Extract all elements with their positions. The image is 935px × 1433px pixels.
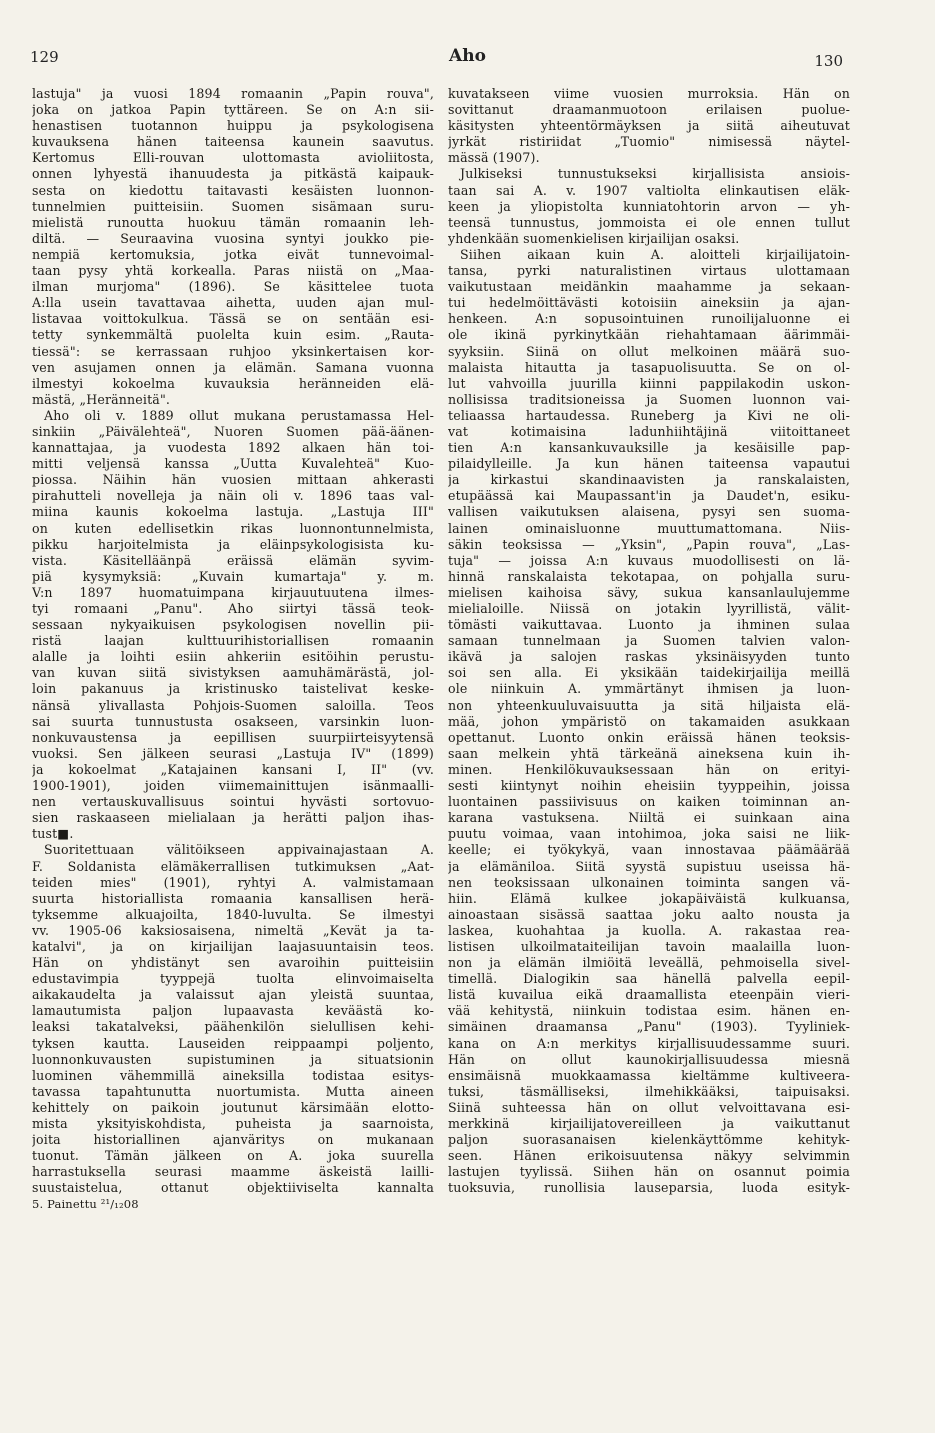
text-line: harrastuksella seurasi maamme äskeistä lailli-	[32, 1164, 434, 1180]
text-line: sinkiin „Päivälehteä", Nuoren Suomen pää-äänen-	[32, 423, 434, 439]
text-line: tuonut. Tämän jälkeen on A. joka suurella	[32, 1148, 434, 1164]
text-line: Hän on ollut kaunokirjallisuudessa miesnä	[448, 1051, 850, 1067]
text-line: luominen vähemmillä aineksilla todistaa esitys-	[32, 1067, 434, 1083]
text-line: mista yksityiskohdista, puheista ja saarnoista,	[32, 1116, 434, 1131]
text-line: säkin teoksissa — „Yksin", „Papin rouva", „Las-	[448, 536, 850, 552]
text-line: luontainen passiivisuus on kaiken toiminnan an-	[448, 794, 850, 810]
text-line: vv. 1905-06 kaksiosaisena, nimeltä „Kevät ja ta-	[32, 922, 434, 938]
text-line: malaista hitautta ja tasapuolisuutta. Se on ol-	[448, 359, 850, 375]
text-line: tust■.	[32, 826, 74, 842]
text-line: keen ja yliopistolta kunniatohtorin arvon — yh-	[448, 198, 850, 214]
text-line: F. Soldanista elämäkerrallisen tutkimuksen „Aat-	[32, 858, 434, 874]
text-line: listä kuvailua eikä draamallista eteenpäin vieri-	[448, 987, 850, 1003]
text-line: loin pakanuus ja kristinusko taistelivat keske-	[32, 681, 434, 697]
text-line: nonkuvaustensa ja eepillisen suurpiirteisyytensä	[32, 729, 434, 745]
text-line: vat kotimaisina ladunhiihtäjinä viitoittaneet	[448, 423, 850, 439]
text-line: ensimäisnä muokkaamassa kieltämme kultiveera-	[448, 1067, 850, 1083]
text-line: piossa. Näihin hän vuosien mittaan ahkerasti	[32, 472, 434, 488]
left-text-column	[32, 86, 434, 1213]
text-line: yhdenkään suomenkielisen kirjailijan osaksi.	[448, 230, 740, 246]
text-line: mää, johon ympäristö on takamaiden asukkaan	[448, 713, 850, 729]
text-line: suurta historiallista romaania kansallisen herä-	[32, 890, 434, 906]
text-line: tyksen kautta. Lauseiden reippaampi poljento,	[32, 1035, 434, 1051]
text-line: ven asujamen onnen ja elämän. Samana vuonna	[32, 359, 434, 375]
text-line: sai suurta tunnustusta osakseen, varsinkin luon-	[32, 713, 434, 729]
text-line: samaan tunnelmaan ja Suomen talvien valon-	[448, 633, 850, 649]
text-line: syyksiin. Siinä on ollut melkoinen määrä suo-	[448, 343, 850, 359]
text-line: puutu voimaa, vaan intohimoa, joka saisi ne liik-	[448, 826, 850, 842]
text-line: onnen lyhyestä ihanuudesta ja pitkästä kaipauk-	[32, 166, 434, 182]
text-line: sovittanut draamanmuotoon erilaisen puolue-	[448, 102, 850, 118]
text-line: lut vahvoilla juurilla kiinni pappilakodin uskon-	[448, 375, 850, 391]
text-line: tyksemme alkuajoilta, 1840-luvulta. Se ilmestyi	[32, 906, 434, 922]
text-line: teensä tunnustus, jommoista ei ole ennen tullut	[448, 214, 850, 230]
text-line: joka on jatkoa Papin tyttäreen. Se on A:n sii-	[32, 102, 434, 118]
text-line: vallisen vaikutuksen alaisena, pysyi sen suoma-	[448, 504, 850, 520]
text-line: diltä. — Seuraavina vuosina syntyi joukko pie-	[32, 230, 434, 246]
text-line: tyi romaani „Panu". Aho siirtyi tässä teok-	[32, 601, 434, 616]
text-line: tetty synkemmältä puolelta kuin esim. „Rauta-	[32, 327, 434, 343]
text-line: tuja" — joissa A:n kuvaus muodollisesti on lä-	[448, 552, 850, 568]
text-line: nempiä kertomuksia, jotka eivät tunnevoimal-	[32, 246, 434, 262]
text-line: Hän on yhdistänyt sen avaroihin puitteisiin	[32, 955, 434, 971]
text-line: vää kehitystä, niinkuin todistaa esim. hänen en-	[448, 1003, 850, 1019]
text-line: Julkiseksi tunnustukseksi kirjallisista ansiois-	[460, 166, 850, 182]
text-line: joita historiallinen ajanväritys on mukanaan	[32, 1132, 434, 1148]
text-line: seen. Hänen erikoisuutensa näkyy selvimmin	[448, 1148, 850, 1164]
text-line: Siinä suhteessa hän on ollut velvoittavana esi-	[448, 1099, 850, 1115]
text-line: kuvatakseen viime vuosien murroksia. Hän on	[448, 86, 850, 101]
text-line: sesti kiintynyt noihin eheisiin tyyppeihin, joissa	[448, 778, 850, 794]
text-line: ikävä ja salojen raskas yksinäisyyden tunto	[448, 649, 850, 665]
text-line: lastuja" ja vuosi 1894 romaanin „Papin rouva",	[32, 86, 434, 101]
text-line: sesta on kiedottu taitavasti kesäisten luonnon-	[32, 182, 434, 198]
text-line: A:lla usein tavattavaa aihetta, uuden ajan mul-	[32, 295, 434, 311]
text-line: ja elämäniloa. Siitä syystä supistuu useissa hä-	[448, 858, 850, 874]
text-line: vuoksi. Sen jälkeen seurasi „Lastuja IV" (1899)	[32, 745, 434, 761]
text-line: laskea, kuohahtaa ja kuolla. A. rakastaa rea-	[448, 922, 850, 938]
text-line: mielialoille. Niissä on jotakin lyyrillistä, välit-	[448, 601, 850, 616]
text-line: vista. Käsitelläänpä eräissä elämän syvim-	[32, 552, 434, 568]
text-line: tavassa tapahtunutta nuortumista. Mutta aineen	[32, 1083, 434, 1099]
text-line: tansa, pyrki naturalistinen virtaus ulottamaan	[448, 263, 850, 279]
right-page-number: 130	[814, 52, 843, 70]
text-line: taan pysy yhtä korkealla. Paras niistä on „Maa-	[32, 263, 434, 279]
text-line: ilmestyi kokoelma kuvauksia heränneiden elä-	[32, 375, 434, 391]
text-line: tunnelmien puitteisiin. Suomen sisämaan suru-	[32, 198, 434, 214]
text-line: pirahutteli novelleja ja näin oli v. 1896 taas val-	[32, 488, 434, 504]
text-line: kuvauksena hänen taiteensa kaunein saavutus.	[32, 134, 434, 150]
text-line: etupäässä kai Maupassant'in ja Daudet'n, esiku-	[448, 488, 850, 504]
text-line: listisen ulkoilmataiteilijan tavoin maalailla luon-	[448, 938, 850, 954]
text-line: tuoksuvia, runollisia lauseparsia, luoda esityk-	[448, 1180, 850, 1196]
text-line: kannattajaa, ja vuodesta 1892 alkaen hän toi-	[32, 440, 434, 456]
text-line: sien raskaaseen mielialaan ja herätti paljon ihas-	[32, 810, 434, 826]
text-line: tiessä": se kerrassaan ruhjoo yksinkertaisen kor-	[32, 343, 434, 359]
text-line: ainoastaan sisässä saattaa joku aalto nousta ja	[448, 906, 850, 922]
text-line: aikakaudelta ja valaissut ajan yleistä suuntaa,	[32, 987, 434, 1003]
text-line: vaikutustaan meidänkin maahamme ja sekaan-	[448, 279, 850, 295]
text-line: mielisen kaihoisa sävy, sukua kansanlaulujemme	[448, 584, 850, 600]
text-line: teliaassa hartaudessa. Runeberg ja Kivi ne oli-	[448, 407, 850, 423]
text-line: mästä, „Heränneitä".	[32, 391, 171, 407]
text-line: ole niinkuin A. ymmärtänyt ihmisen ja luon-	[448, 681, 850, 697]
text-line: mitti veljensä kanssa „Uutta Kuvalehteä" Kuo-	[32, 456, 434, 472]
text-line: listavaa voittokulkua. Tässä se on sentään esi-	[32, 311, 434, 327]
text-line: lamautumista paljon lupaavasta keväästä ko-	[32, 1003, 434, 1019]
text-line: ole ikinä pyrkinytkään riehahtamaan äärimmäi-	[448, 327, 850, 343]
text-line: van kuvan siitä sivistyksen aamuhämärästä, jol-	[32, 665, 434, 681]
text-line: Aho oli v. 1889 ollut mukana perustamassa Hel-	[44, 407, 434, 423]
text-line: alalle ja loihti esiin ahkeriin esitöihin perustu-	[32, 649, 434, 665]
text-line: opettanut. Luonto onkin eräissä hänen teoksis-	[448, 729, 850, 745]
text-line: suustaistelua, ottanut objektiiviselta kannalta	[32, 1180, 434, 1196]
text-line: kehittely on paikoin joutunut kärsimään elotto-	[32, 1099, 434, 1115]
text-line: 1900-1901), joiden viimemainittujen isänmaalli-	[32, 778, 434, 794]
text-line: nollisissa traditsioneissa ja Suomen luonnon vai-	[448, 391, 850, 407]
text-line: hinnä ranskalaista tekotapaa, on pohjalla suru-	[448, 568, 850, 584]
text-line: on kuten edellisetkin rikas luonnontunnelmista,	[32, 520, 434, 536]
text-line: paljon suorasanaisen kielenkäyttömme kehityk-	[448, 1132, 850, 1148]
text-line: kana on A:n merkitys kirjallisuudessamme suuri.	[448, 1035, 850, 1051]
text-line: leaksi takatalveksi, päähenkilön sielullisen kehi-	[32, 1019, 434, 1035]
text-line: non yhteenkuuluvaisuutta ja sitä hiljaista elä-	[448, 697, 850, 713]
text-line: pikku harjoitelmista ja eläinpsykologisista ku-	[32, 536, 434, 552]
text-line: ja kirkastui skandinaavisten ja ranskalaisten,	[448, 472, 850, 488]
running-head-title: Aho	[449, 46, 486, 66]
text-line: jyrkät ristiriidat „Tuomio" nimisessä näytel-	[448, 134, 850, 150]
left-page-number: 129	[30, 48, 59, 66]
text-line: nen vertauskuvallisuus sointui hyvästi sortovuo-	[32, 794, 434, 810]
text-line: Siihen aikaan kuin A. aloitteli kirjailijatoin-	[460, 246, 850, 262]
text-line: lainen ominaisluonne muuttumattomana. Niis-	[448, 520, 850, 536]
text-line: edustavimpia tyyppejä tuolta elinvoimaiselta	[32, 971, 434, 987]
text-line: hiin. Elämä kulkee jokapäiväistä kulkuansa,	[448, 890, 850, 906]
text-line: V:n 1897 huomatuimpana kirjauutuutena ilmes-	[32, 584, 434, 600]
text-line: lastujen tyylissä. Siihen hän on osannut poimia	[448, 1164, 850, 1180]
text-line: henkeen. A:n sopusointuinen runoilijaluonne ei	[448, 311, 850, 327]
text-line: saan melkein yhtä tärkeänä aineksena kuin ih-	[448, 745, 850, 761]
text-line: piä kysymyksiä: „Kuvain kumartaja" y. m.	[32, 568, 434, 584]
text-line: pilaidylleille. Ja kun hänen taiteensa vapautui	[448, 456, 850, 472]
right-text-column	[448, 86, 850, 1196]
text-line: merkkinä kirjailijatovereilleen ja vaikuttanut	[448, 1116, 850, 1131]
text-line: luonnonkuvausten supistuminen ja situatsionin	[32, 1051, 434, 1067]
text-line: taan sai A. v. 1907 valtiolta elinkautisen eläk-	[448, 182, 850, 198]
text-line: tömästi vaikuttavaa. Luonto ja ihminen sulaa	[448, 617, 850, 633]
text-line: sessaan nykyaikuisen psykologisen novellin pii-	[32, 617, 434, 633]
text-line: käsitysten yhteentörmäyksen ja siitä aiheutuvat	[448, 118, 850, 134]
text-line: mielistä runoutta huokuu tämän romaanin leh-	[32, 214, 434, 230]
text-line: katalvi", ja on kirjailijan laajasuuntaisin teos.	[32, 938, 434, 954]
text-line: teiden mies" (1901), ryhtyi A. valmistamaan	[32, 874, 434, 890]
text-line: nänsä ylivallasta Pohjois-Suomen saloilla. Teos	[32, 697, 434, 713]
printing-footnote: 5. Painettu ²¹/₁₂08	[32, 1197, 139, 1212]
text-line: simäinen draamansa „Panu" (1903). Tyyliniek-	[448, 1019, 850, 1035]
text-line: ilman murjoma" (1896). Se käsittelee tuota	[32, 279, 434, 295]
text-line: minen. Henkilökuvauksessaan hän on erityi-	[448, 761, 850, 777]
text-line: soi sen alla. Ei yksikään taidekirjailija meillä	[448, 665, 850, 681]
text-line: tui hedelmöittävästi kotoisiin aineksiin ja ajan-	[448, 295, 850, 311]
text-line: henastisen tuotannon huippu ja psykologisena	[32, 118, 434, 134]
text-line: mässä (1907).	[448, 150, 540, 166]
text-line: ja kokoelmat „Katajainen kansani I, II" (vv.	[32, 761, 434, 777]
text-line: Suoritettuaan välitöikseen appivainajastaan A.	[44, 842, 434, 858]
text-line: keelle; ei työkykyä, vaan innostavaa päämäärää	[448, 842, 850, 858]
text-line: karana vastuksena. Niiltä ei suinkaan aina	[448, 810, 850, 826]
text-line: timellä. Dialogikin saa hänellä palvella eepil-	[448, 971, 850, 987]
text-line: tien A:n kansankuvauksille ja kesäisille pap-	[448, 440, 850, 456]
text-line: ristä laajan kulttuurihistoriallisen romaanin	[32, 633, 434, 649]
text-line: tuksi, täsmälliseksi, ilmehikkääksi, taipuisaksi.	[448, 1083, 850, 1099]
text-line: miina kaunis kokoelma lastuja. „Lastuja III"	[32, 504, 434, 520]
text-line: nen teoksissaan ulkonainen toiminta sangen vä-	[448, 874, 850, 890]
text-line: Kertomus Elli-rouvan ulottomasta avioliitosta,	[32, 150, 434, 166]
text-line: non ja elämän ilmiöitä leveällä, pehmoisella sivel-	[448, 955, 850, 971]
